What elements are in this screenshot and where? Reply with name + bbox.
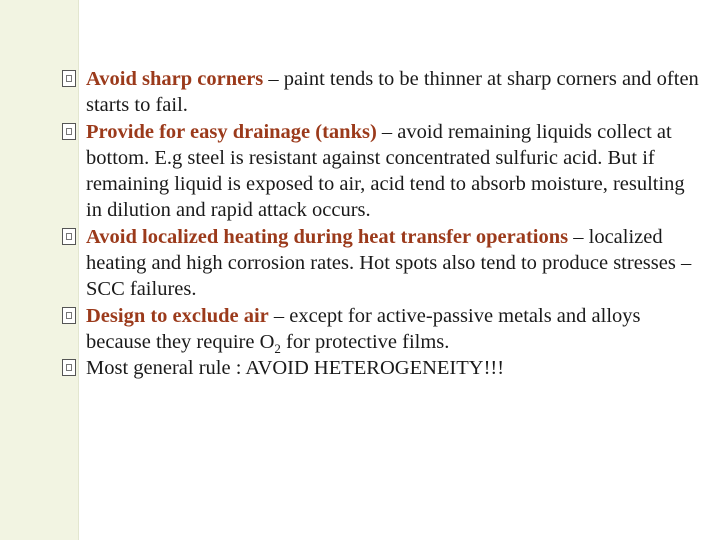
item-text: – paint tends to be thinner at sharp corners and often starts to fail. [86,68,699,117]
item-title: Avoid localized heating during heat transfer operations [86,225,569,248]
item-text-before: – except for active-passive metals and alloys because they require O [86,304,641,353]
item-text-after: for protective films. [280,330,450,353]
item-title: Design to exclude air [86,304,269,327]
item-text: – avoid remaining liquids collect at bottom. E.g steel is resistant against concentrated sulfuric acid. But if remaining liquid is exposed to air, acid tend to absorb moisture, resulting in dilution and rapid attack occurs. [86,120,685,222]
bullet-item-exclude-air [62,303,702,356]
square-bullet-icon [62,307,76,324]
bullet-item-sharp-corners [62,66,702,119]
square-bullet-icon [62,70,76,87]
square-bullet-icon [62,359,76,376]
bullet-item-drainage [62,119,702,224]
item-title: Provide for easy drainage (tanks) [86,120,377,143]
square-bullet-icon [62,123,76,140]
bullet-item-localized-heating [62,224,702,303]
square-bullet-icon [62,228,76,245]
item-title: Avoid sharp corners [86,68,264,90]
bullet-item-general-rule [62,355,702,381]
slide-content [62,66,702,382]
item-text: Most general rule : AVOID HETEROGENEITY!!! [86,357,505,380]
item-text: – localized heating and high corrosion rates. Hot spots also tend to produce stresses – SCC failures. [86,225,692,301]
item-subscript: 2 [274,341,281,357]
